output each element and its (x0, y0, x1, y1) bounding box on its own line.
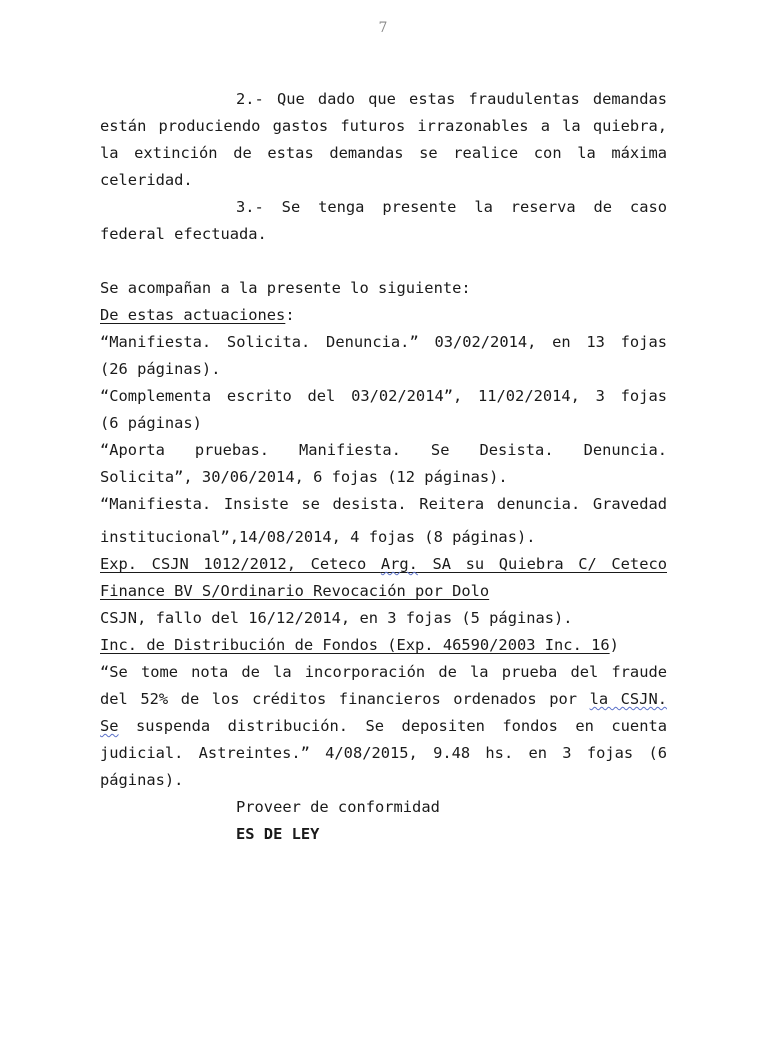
exp-csjn-text-b: Arg. (380, 555, 418, 573)
exp-csjn-text-c: SA su Quiebra C/ Ceteco (417, 555, 667, 573)
inc-line-3-a: Se (100, 717, 119, 735)
document-body (100, 86, 667, 848)
para3-line-1: 3.- Se tenga presente la reserva de caso (236, 198, 667, 216)
page-number: 7 (378, 20, 388, 36)
inc-line-3 (100, 713, 667, 740)
inc-line-2-a: del 52% de los créditos financieros ordenados por (100, 690, 590, 708)
signature-line: ES DE LEY (236, 825, 320, 843)
para3-line-2: federal efectuada. (100, 225, 267, 243)
inc-line-2-b: la CSJN. (589, 690, 667, 708)
inc-distribucion-paren: ) (609, 636, 619, 654)
item-line-1: “Manifiesta. Solicita. Denuncia.” 03/02/2014, en 13 fojas (100, 333, 667, 351)
item-line-6: Solicita”, 30/06/2014, 6 fojas (12 páginas). (100, 468, 508, 486)
inc-line-1: “Se tome nota de la incorporación de la prueba del fraude (100, 663, 667, 681)
item-line-4: (6 páginas) (100, 414, 202, 432)
section-heading-colon: : (285, 306, 295, 324)
inc-distribucion-text: Inc. de Distribución de Fondos (Exp. 46590/2003 Inc. 16 (100, 636, 610, 654)
item-line-3: “Complementa escrito del 03/02/2014”, 11/02/2014, 3 fojas (100, 387, 667, 405)
item-line-2: (26 páginas). (100, 360, 221, 378)
section-heading-text: De estas actuaciones (100, 306, 286, 324)
para2-line-2: están produciendo gastos futuros irrazonables a la quiebra, (100, 117, 667, 135)
closing-line: Proveer de conformidad (236, 798, 440, 816)
para2-line-3: la extinción de estas demandas se realice con la máxima (100, 144, 667, 162)
exp-csjn-line-2: Finance BV S/Ordinario Revocación por Dolo (100, 582, 490, 600)
csjn-fallo-line: CSJN, fallo del 16/12/2014, en 3 fojas (5 páginas). (100, 609, 573, 627)
inc-line-3-b: suspenda distribución. Se depositen fondos en cuenta (118, 717, 667, 735)
attachments-intro: Se acompañan a la presente lo siguiente: (100, 279, 471, 297)
item-line-5: “Aporta pruebas. Manifiesta. Se Desista. Denuncia. (100, 441, 667, 459)
inc-line-2 (100, 686, 667, 713)
inc-distribucion-heading (100, 632, 667, 659)
inc-line-5: páginas). (100, 771, 184, 789)
section-heading-actuaciones (100, 302, 667, 329)
inc-line-4: judicial. Astreintes.” 4/08/2015, 9.48 hs. en 3 fojas (6 (100, 744, 667, 762)
exp-csjn-line-1 (100, 551, 667, 578)
exp-csjn-text-a: Exp. CSJN 1012/2012, Ceteco (100, 555, 381, 573)
item-line-7: “Manifiesta. Insiste se desista. Reitera denuncia. Gravedad (100, 495, 667, 513)
item-line-8: institucional”,14/08/2014, 4 fojas (8 páginas). (100, 528, 536, 546)
para2-line-1: 2.- Que dado que estas fraudulentas demandas (236, 90, 667, 108)
para2-line-4: celeridad. (100, 171, 193, 189)
